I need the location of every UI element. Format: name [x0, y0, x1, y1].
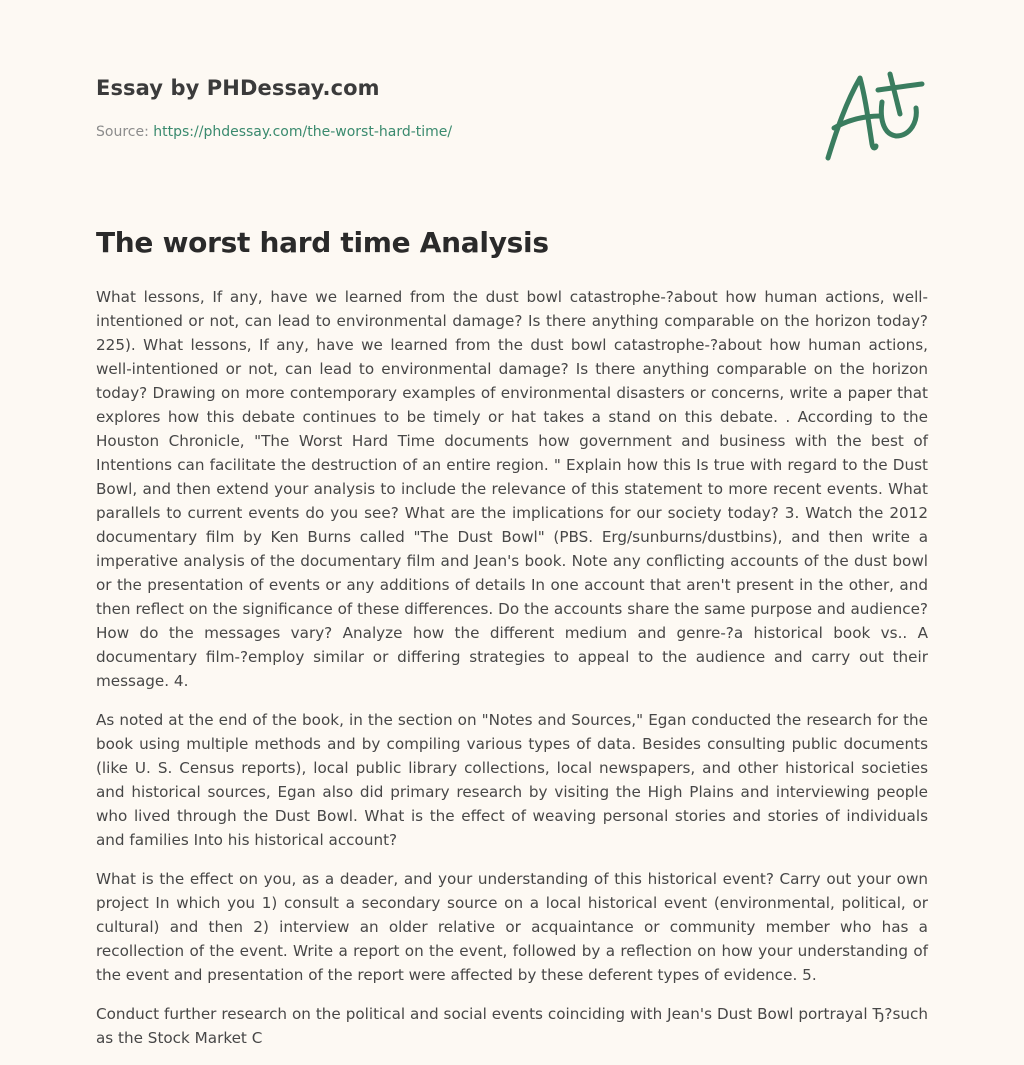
- essay-title: The worst hard time Analysis: [96, 226, 549, 259]
- source-label: Source:: [96, 124, 149, 140]
- essay-body: [96, 285, 928, 1065]
- site-brand: Essay by PHDessay.com: [96, 76, 380, 100]
- paragraph-1: What lessons, If any, have we learned from the dust bowl catastrophe-?about how human actions, well-intentioned or not, can lead to environmental damage? Is there anything comparable on the horizon today? 225). What lessons, If any, have we learned from the dust bowl catastrophe-?about how human actions, well-intentioned or not, can lead to environmental damage? Is there anything comparable on the horizon today? Drawing on more contemporary examples of environmental disasters or concerns, write a paper that explores how this debate continues to be timely or hat takes a stand on this debate. . According to the Houston Chronicle, "The Worst Hard Time documents how government and business with the best of Intentions can facilitate the destruction of an entire region. " Explain how this Is true with regard to the Dust Bowl, and then extend your analysis to include the relevance of this statement to more recent events. What parallels to current events do you see? What are the implications for our society today? 3. Watch the 2012 documentary film by Ken Burns called "The Dust Bowl" (PBS. Erg/sunburns/dustbins), and then write a imperative analysis of the documentary film and Jean's book. Note any conflicting accounts of the dust bowl or the presentation of events or any additions of details In one account that aren't present in the other, and then reflect on the significance of these differences. Do the accounts share the same purpose and audience? How do the messages vary? Analyze how the different medium and genre-?a historical book vs.. A documentary film-?employ similar or differing strategies to appeal to the audience and carry out their message. 4.: [96, 288, 928, 690]
- paragraph-4: Conduct further research on the political and social events coinciding with Jean's Dust Bowl portrayal Ђ?such as the Stock Market C: [96, 1005, 928, 1047]
- a-plus-grade-icon: [818, 66, 928, 166]
- source-link[interactable]: https://phdessay.com/the-worst-hard-time/: [153, 124, 453, 140]
- paragraph-2: As noted at the end of the book, in the section on "Notes and Sources," Egan conducted the research for the book using multiple methods and by compiling various types of data. Besides consulting public documents (like U. S. Census reports), local public library collections, local newspapers, and other historical societies and historical sources, Egan also did primary research by visiting the High Plains and interviewing people who lived through the Dust Bowl. What is the effect of weaving personal stories and stories of individuals and families Into his historical account?: [96, 711, 928, 849]
- essay-header: [96, 76, 796, 140]
- source-line: [96, 124, 796, 140]
- paragraph-3: What is the effect on you, as a deader, and your understanding of this historical event? Carry out your own project In which you 1) consult a secondary source on a local historical event (environmental, political, or cultural) and then 2) interview an older relative or acquaintance or community member who has a recollection of the event. Write a report on the event, followed by a reflection on how your understanding of the event and presentation of the report were affected by these deferent types of evidence. 5.: [96, 870, 928, 984]
